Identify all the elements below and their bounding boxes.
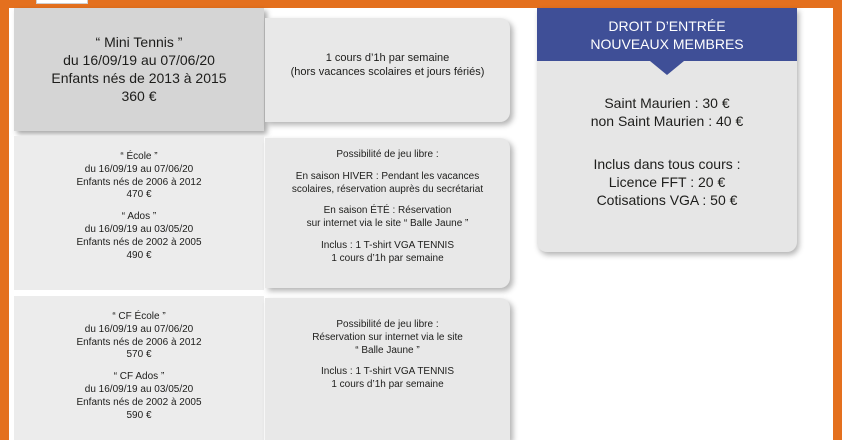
included-heading: Inclus dans tous cours : xyxy=(593,156,741,172)
ados-ages: Enfants nés de 2002 à 2005 xyxy=(76,236,202,248)
cf-ados-title: “ CF Ados ” xyxy=(113,371,165,383)
winter-line-1: En saison HIVER : Pendant les vacances xyxy=(295,170,480,182)
mini-tennis-ages: Enfants nés de 2013 à 2015 xyxy=(51,69,227,86)
ecole-ados-details xyxy=(265,138,510,288)
cf-free-play-heading: Possibilité de jeu libre : xyxy=(336,319,439,330)
cf-included-line-1: Inclus : 1 T-shirt VGA TENNIS xyxy=(320,366,454,378)
mini-tennis-panel xyxy=(14,8,264,131)
mini-tennis-note: (hors vacances scolaires et jours fériés) xyxy=(290,66,485,79)
included-fees xyxy=(537,155,797,209)
cf-ados-price: 590 € xyxy=(126,409,152,421)
dues-fee: Cotisations VGA : 50 € xyxy=(596,192,738,208)
fees-banner xyxy=(537,8,797,61)
banner-arrow xyxy=(650,61,684,75)
mini-tennis-title: “ Mini Tennis ” xyxy=(95,34,183,50)
fees-title-line-2: NOUVEAUX MEMBRES xyxy=(590,36,744,52)
membership-fees xyxy=(537,94,797,130)
mini-tennis-course: 1 cours d’1h par semaine xyxy=(325,52,450,64)
free-play-heading: Possibilité de jeu libre : xyxy=(336,149,439,160)
cf-ados-dates: du 16/09/19 au 03/05/20 xyxy=(84,383,194,395)
ados-dates: du 16/09/19 au 03/05/20 xyxy=(84,223,194,235)
license-fee: Licence FFT : 20 € xyxy=(608,174,726,190)
cf-included-line-2: 1 cours d’1h par semaine xyxy=(331,379,444,391)
top-border xyxy=(0,0,842,8)
ecole-ages: Enfants nés de 2006 à 2012 xyxy=(76,176,202,188)
included-line-1: Inclus : 1 T-shirt VGA TENNIS xyxy=(320,239,454,251)
ados-price: 490 € xyxy=(126,249,152,261)
resident-fee: Saint Maurien : 30 € xyxy=(604,95,730,111)
cf-details xyxy=(265,298,510,440)
cf-panel xyxy=(14,296,264,440)
left-border xyxy=(0,0,9,440)
mini-tennis-details xyxy=(265,18,510,122)
cf-ecole-title: “ CF École ” xyxy=(112,311,166,322)
cf-ecole-price: 570 € xyxy=(126,349,152,361)
cf-reservation: Réservation sur internet via le site xyxy=(312,331,463,343)
ecole-dates: du 16/09/19 au 07/06/20 xyxy=(84,163,194,175)
ecole-ados-panel xyxy=(14,136,264,290)
summer-line-2: sur internet via le site “ Balle Jaune ” xyxy=(306,218,469,230)
cf-site: “ Balle Jaune ” xyxy=(355,344,420,356)
cf-ecole-dates: du 16/09/19 au 07/06/20 xyxy=(84,323,194,335)
top-tab xyxy=(36,0,88,4)
included-line-2: 1 cours d’1h par semaine xyxy=(331,252,444,264)
right-border xyxy=(833,0,842,440)
ecole-title: “ École ” xyxy=(120,151,158,162)
non-resident-fee: non Saint Maurien : 40 € xyxy=(590,113,744,129)
mini-tennis-dates: du 16/09/19 au 07/06/20 xyxy=(63,51,215,68)
mini-tennis-price: 360 € xyxy=(121,87,157,104)
cf-ados-ages: Enfants nés de 2002 à 2005 xyxy=(76,396,202,408)
fees-title-line-1: DROIT D’ENTRÉE xyxy=(608,18,726,34)
summer-line-1: En saison ÉTÉ : Réservation xyxy=(323,205,452,217)
cf-ecole-ages: Enfants nés de 2006 à 2012 xyxy=(76,336,202,348)
winter-line-2: scolaires, réservation auprès du secrétariat xyxy=(291,183,484,195)
ados-title: “ Ados ” xyxy=(121,211,157,223)
ecole-price: 470 € xyxy=(126,189,152,201)
